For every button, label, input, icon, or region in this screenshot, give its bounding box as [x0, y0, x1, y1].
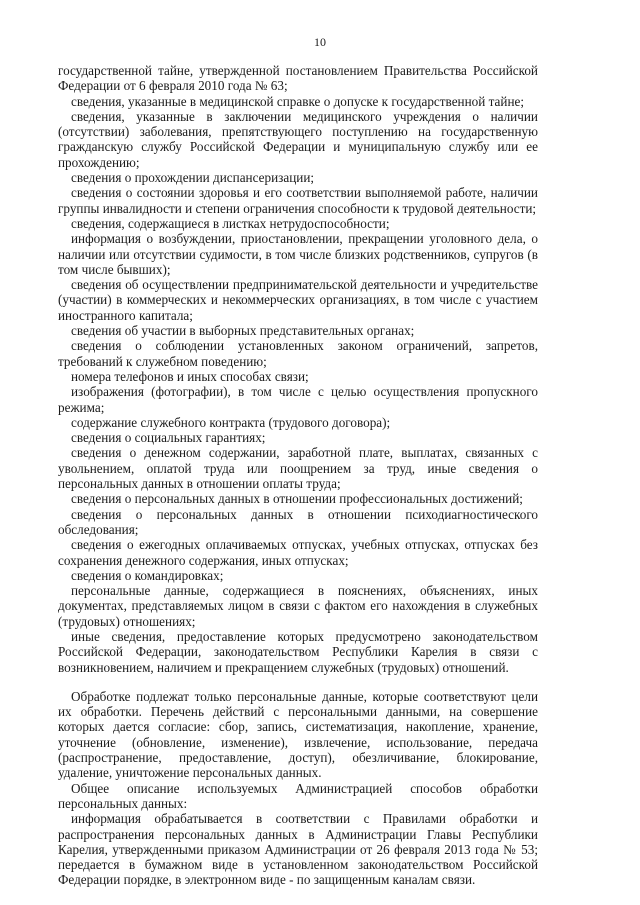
paragraph: сведения об осуществлении предпринимательской деятельности и учредительстве (участии) в коммерческих и некоммерческих организациях, в том числе с участием иностранного капитала;: [58, 277, 538, 323]
paragraph: сведения, указанные в заключении медицинского учреждения о наличии (отсутствии) заболевания, препятствующего поступлению на государственную гражданскую службу Российской Федерации и муниципальную службу или ее прохождению;: [58, 108, 538, 170]
paragraph: сведения об участии в выборных представительных органах;: [71, 323, 415, 339]
paragraph: сведения о денежном содержании, заработной плате, выплатах, связанных с увольнением, оплатой труда или поощрением за труд, иные сведения о персональных данных в отношении оплаты труда;: [58, 445, 538, 492]
paragraph: сведения о персональных данных в отношении психодиагностического обследования;: [58, 506, 538, 537]
paragraph: изображения (фотографии), в том числе с целью осуществления пропускного режима;: [58, 384, 538, 415]
paragraph: сведения о социальных гарантиях;: [71, 430, 266, 446]
paragraph: сведения о командировках;: [71, 567, 224, 583]
paragraph: персональные данные, содержащиеся в пояснениях, объяснениях, иных документах, представляемых лицом в связи с фактом его нахождения в служебных (трудовых) отношениях;: [58, 583, 538, 629]
paragraph: информация обрабатывается в соответствии с Правилами обработки и распространения персональных данных в Администрации Главы Республики Карелия, утвержденными приказом Администрации от 26 февраля 2013 года № 53; передается в бумажном виде в установленном законодательством Российской Федерации порядке, в электронном виде - по защищенным каналам связи.: [58, 811, 538, 888]
paragraph: Обработке подлежат только персональные данные, которые соответствуют цели их обработки. Перечень действий с персональными данными, на совершение которых дается согласие: сбор, запись, систематизация, накопление, хранение, уточнение (обновление, изменение), извлечение, использование, передача (распространение, предоставление, доступ), обезличивание, блокирование, удаление, уничтожение персональных данных.: [58, 688, 538, 781]
paragraph: Общее описание используемых Администрацией способов обработки персональных данных:: [58, 780, 538, 811]
paragraph: сведения о персональных данных в отношении профессиональных достижений;: [71, 491, 523, 507]
document-body: [58, 63, 538, 888]
paragraph: сведения, содержащиеся в листках нетрудоспособности;: [71, 215, 390, 231]
paragraph: информация о возбуждении, приостановлении, прекращении уголовного дела, о наличии или отсутствии судимости, в том числе близких родственников, супругов (в том числе бывших);: [58, 231, 538, 277]
paragraph: государственной тайне, утвержденной постановлением Правительства Российской Федерации от 6 февраля 2010 года № 63;: [58, 63, 538, 94]
paragraph: иные сведения, предоставление которых предусмотрено законодательством Российской Федерации, законодательством Республики Карелия в связи с возникновением, наличием и прекращением служебных (трудовых) отношений.: [58, 628, 538, 675]
paragraph: сведения о состоянии здоровья и его соответствии выполняемой работе, наличии группы инвалидности и степени ограничения способности к трудовой деятельности;: [58, 185, 538, 216]
paragraph: сведения о ежегодных оплачиваемых отпусках, учебных отпусках, отпусках без сохранения денежного содержания, иных отпусках;: [58, 537, 538, 568]
paragraph: сведения о соблюдении установленных законом ограничений, запретов, требований к служебном поведению;: [58, 338, 538, 369]
paragraph-spacer: [58, 675, 538, 689]
paragraph: сведения о прохождении диспансеризации;: [71, 170, 315, 186]
paragraph: сведения, указанные в медицинской справке о допуске к государственной тайне;: [71, 93, 525, 109]
paragraph: содержание служебного контракта (трудового договора);: [71, 414, 391, 430]
page-number: 10: [314, 35, 326, 49]
paragraph: номера телефонов и иных способах связи;: [71, 368, 309, 384]
